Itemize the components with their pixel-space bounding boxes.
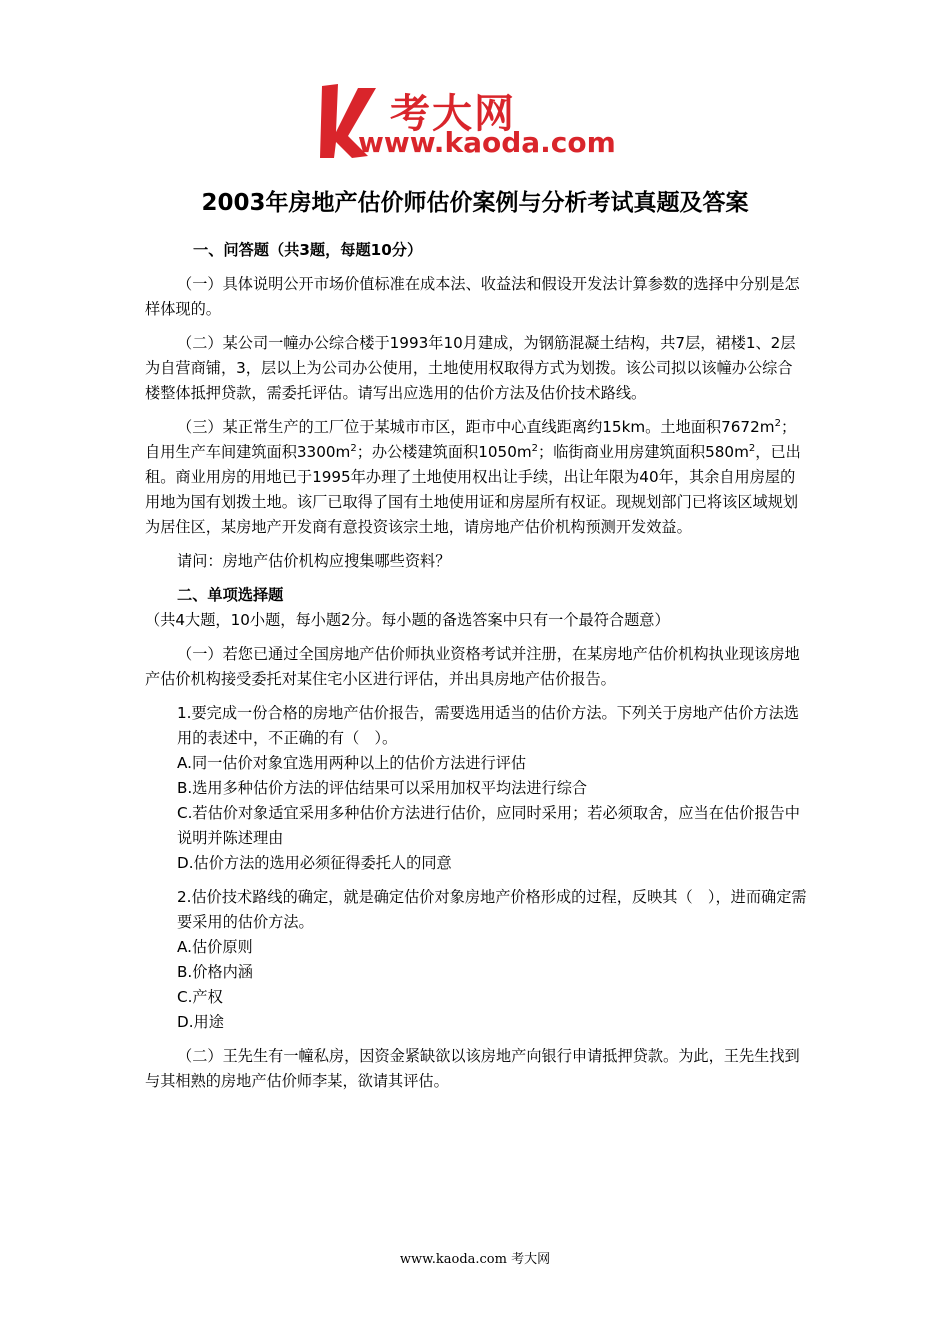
page-footer: www.kaoda.com 考大网 xyxy=(399,1252,551,1267)
section1-ask: 请问：房地产估价机构应搜集哪些资料？ xyxy=(177,552,451,570)
question-2-option-d: D.用途 xyxy=(177,1013,224,1031)
section1-question-1: （一）具体说明公开市场价值标准在成本法、收益法和假设开发法计算参数的选择中分别是怎样体现的。 xyxy=(145,275,800,318)
question-1-option-a: A.同一估价对象宜选用两种以上的估价方法进行评估 xyxy=(177,754,527,772)
document-body xyxy=(145,238,807,1094)
q3-text-3: ；办公楼建筑面积1050m xyxy=(356,443,532,461)
section1-question-2: （二）某公司一幢办公综合楼于1993年10月建成，为钢筋混凝土结构，共7层，裙楼1、2层为自营商铺，3，层以上为公司办公使用，土地使用权取得方式为划拨。该公司拟以该幢办公综合楼整体抵押贷款，需委托评估。请写出应选用的估价方法及估价技术路线。 xyxy=(145,334,796,402)
logo-name: 考大网 xyxy=(390,91,516,137)
question-1-option-d: D.估价方法的选用必须征得委托人的同意 xyxy=(177,854,452,872)
q3-sup-3: 2 xyxy=(531,442,539,454)
q3-sup-1: 2 xyxy=(774,417,781,429)
question-2-stem: 2.估价技术路线的确定，就是确定估价对象房地产价格形成的过程，反映其（ ），进而确定需要采用的估价方法。 xyxy=(177,888,807,931)
q3-text-5: ，已出租。商业用房的用地已于1995年办理了土地使用权出让手续，出让年限为40年，其余自用房屋的用地为国有划拨土地。该厂已取得了国有土地使用证和房屋所有权证。现规划部门已将该区域规划为居住区，某房地产开发商有意投资该宗土地，请房地产估价机构预测开发效益。 xyxy=(145,443,801,536)
question-2-option-b: B.价格内涵 xyxy=(177,963,253,981)
question-1-option-b: B.选用多种估价方法的评估结果可以采用加权平均法进行综合 xyxy=(177,779,588,797)
section2-heading-bold: 二、单项选择题 xyxy=(177,586,284,604)
q3-sup-2: 2 xyxy=(350,442,357,454)
q3-text-1: （三）某正常生产的工厂位于某城市市区，距市中心直线距离约15km。土地面积7672m xyxy=(177,418,775,436)
section1-heading: 一、问答题（共3题，每题10分） xyxy=(193,241,423,259)
question-1-option-c: C.若估价对象适宜采用多种估价方法进行估价，应同时采用；若必须取舍，应当在估价报告中说明并陈述理由 xyxy=(177,804,800,847)
document-title: 2003年房地产估价师估价案例与分析考试真题及答案 xyxy=(201,190,749,216)
logo-url: www.kaoda.com xyxy=(358,126,616,159)
question-1-stem: 1.要完成一份合格的房地产估价报告，需要选用适当的估价方法。下列关于房地产估价方法选用的表述中，不正确的有（ ）。 xyxy=(177,704,799,747)
section2-case-1: （一）若您已通过全国房地产估价师执业资格考试并注册，在某房地产估价机构执业现该房地产估价机构接受委托对某住宅小区进行评估，并出具房地产估价报告。 xyxy=(145,645,800,688)
section1-question-3 xyxy=(145,415,807,540)
section2-heading xyxy=(145,583,807,633)
q3-text-4: ；临街商业用房建筑面积580m xyxy=(538,443,749,461)
question-2-option-c: C.产权 xyxy=(177,988,223,1006)
q3-sup-4: 2 xyxy=(748,442,756,454)
q3-text-2: ；自用生产车间建筑面积3300m xyxy=(145,418,797,461)
section2-case-2: （二）王先生有一幢私房，因资金紧缺欲以该房地产向银行申请抵押贷款。为此，王先生找到与其相熟的房地产估价师李某，欲请其评估。 xyxy=(145,1047,800,1090)
question-2-option-a: A.估价原则 xyxy=(177,938,253,956)
section2-heading-rest: （共4大题，10小题，每小题2分。每小题的备选答案中只有一个最符合题意） xyxy=(145,611,670,629)
kaoda-logo xyxy=(318,80,638,160)
